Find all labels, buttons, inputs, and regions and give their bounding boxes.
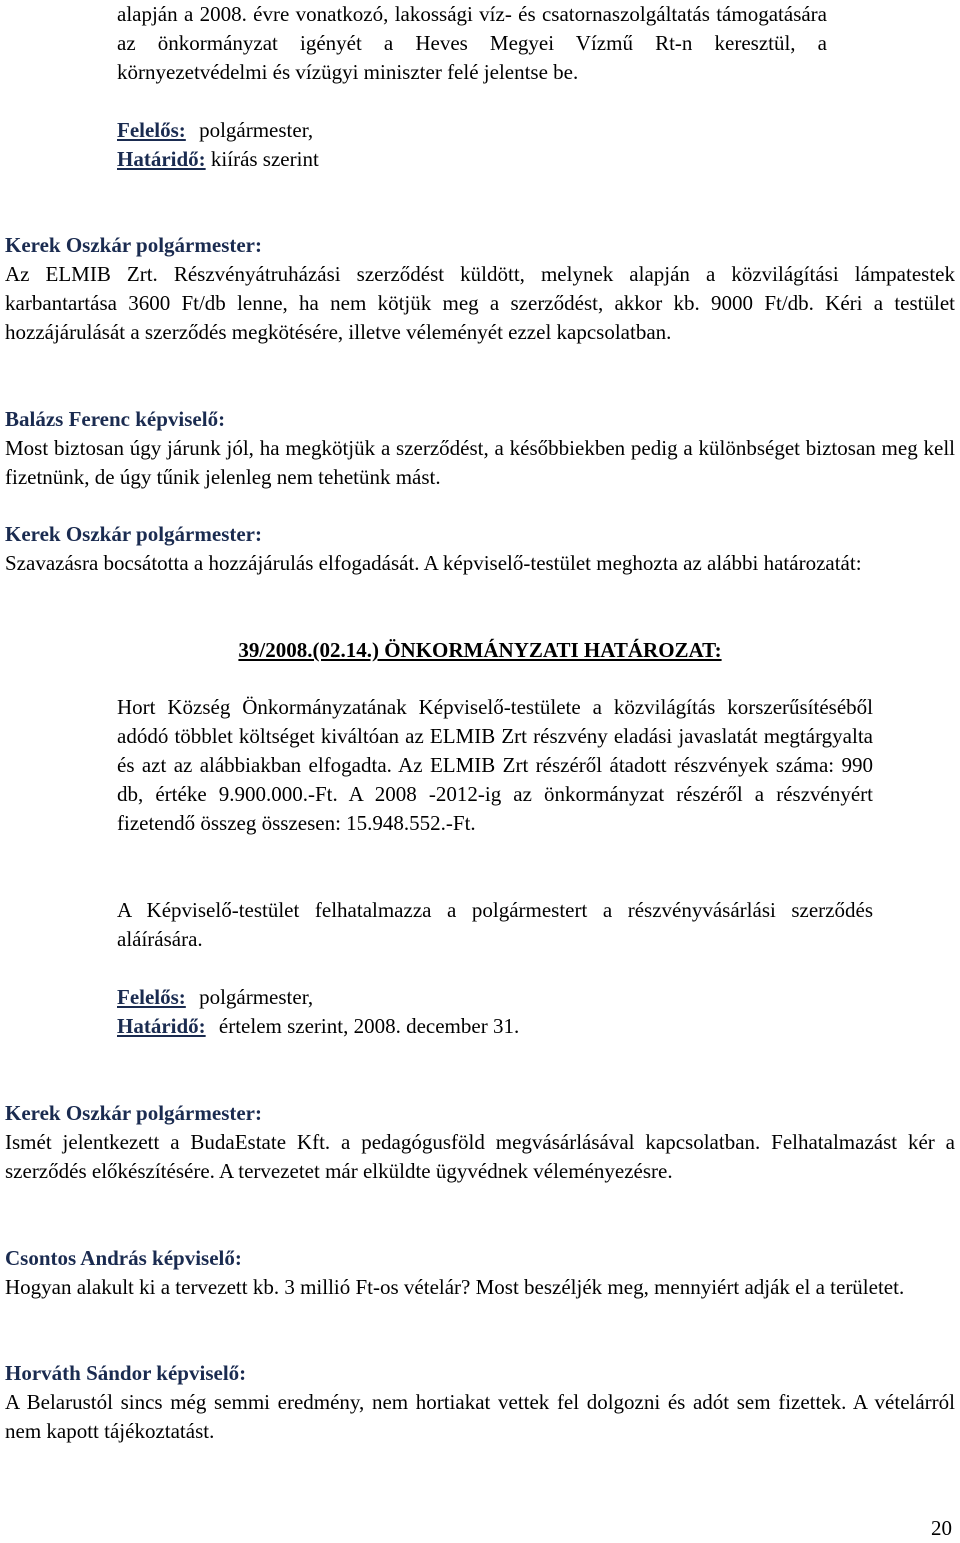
speaker-heading: Balázs Ferenc képviselő: [5,407,226,431]
responsibility-block-2 [117,983,817,1041]
felelos-value: polgármester, [199,985,314,1009]
speech-paragraph: A Belarustól sincs még semmi eredmény, nem hortiakat vettek fel dolgozni és adót sem fizettek. A vételárról nem kapott tájékoztatást. [5,1390,955,1443]
speech-paragraph: Az ELMIB Zrt. Részvényátruházási szerződést küldött, melynek alapján a közvilágítási lámpatestek karbantartása 3600 Ft/db lenne, ha nem kötjük meg a szerződést, akkor kb. 9000 Ft/db. Kéri a testület hozzájárulását a szerződés megkötésére, illetve véleményét ezzel kapcsolatban. [5,262,955,344]
hatarido-value: kiírás szerint [210,147,319,171]
speech-paragraph: Szavazásra bocsátotta a hozzájárulás elfogadását. A képviselő-testület meghozta az alábbi határozatát: [5,551,862,575]
hatarido-value: értelem szerint, 2008. december 31. [218,1014,520,1038]
speaker-heading: Kerek Oszkár polgármester: [5,233,262,257]
speech-paragraph: Hogyan alakult ki a tervezett kb. 3 millió Ft-os vételár? Most beszéljék meg, mennyiért adják el a területet. [5,1275,905,1299]
speaker-heading: Kerek Oszkár polgármester: [5,1101,262,1125]
resolution-paragraph: Hort Község Önkormányzatának Képviselő-testülete a közvilágítás korszerűsítéséből adódó többlet költséget kiváltóan az ELMIB Zrt részvény eladási javaslatát megtárgyalta és azt az alábbiakban elfogadta. Az ELMIB Zrt részéről átadott részvények száma: 990 db, értéke 9.900.000.-Ft. A 2008 -2012-ig az önkormányzat részéről a részvényért fizetendő összeg összesen: 15.948.552.-Ft. [117,695,873,835]
speaker-heading: Horváth Sándor képviselő: [5,1361,247,1385]
felelos-value: polgármester, [199,118,314,142]
hatarido-label: Határidő: [117,1014,206,1038]
hatarido-label: Határidő: [117,147,206,171]
responsibility-block-1 [117,116,817,174]
resolution-title: 39/2008.(02.14.) ÖNKORMÁNYZATI HATÁROZAT: [238,638,722,662]
intro-paragraph: alapján a 2008. évre vonatkozó, lakossági víz- és csatornaszolgáltatás támogatására az önkormányzat igényét a Heves Megyei Vízmű Rt-n keresztül, a környezetvédelmi és vízügyi miniszter felé jelentse be. [117,2,827,84]
speech-paragraph: Most biztosan úgy járunk jól, ha megkötjük a szerződést, a későbbiekben pedig a különbséget biztosan meg kell fizetnünk, de úgy tűnik jelenleg nem tehetünk mást. [5,436,955,489]
resolution-authorization: A Képviselő-testület felhatalmazza a polgármestert a részvényvásárlási szerződés aláírására. [117,898,873,951]
speaker-heading: Csontos András képviselő: [5,1246,242,1270]
felelos-label: Felelős: [117,985,186,1009]
felelos-label: Felelős: [117,118,186,142]
speaker-heading: Kerek Oszkár polgármester: [5,522,262,546]
speech-paragraph: Ismét jelentkezett a BudaEstate Kft. a pedagógusföld megvásárlásával kapcsolatban. Felhatalmazást kér a szerződés előkészítésére. A tervezetet már elküldte ügyvédnek véleményezésre. [5,1130,955,1183]
page-number: 20 [931,1516,952,1540]
